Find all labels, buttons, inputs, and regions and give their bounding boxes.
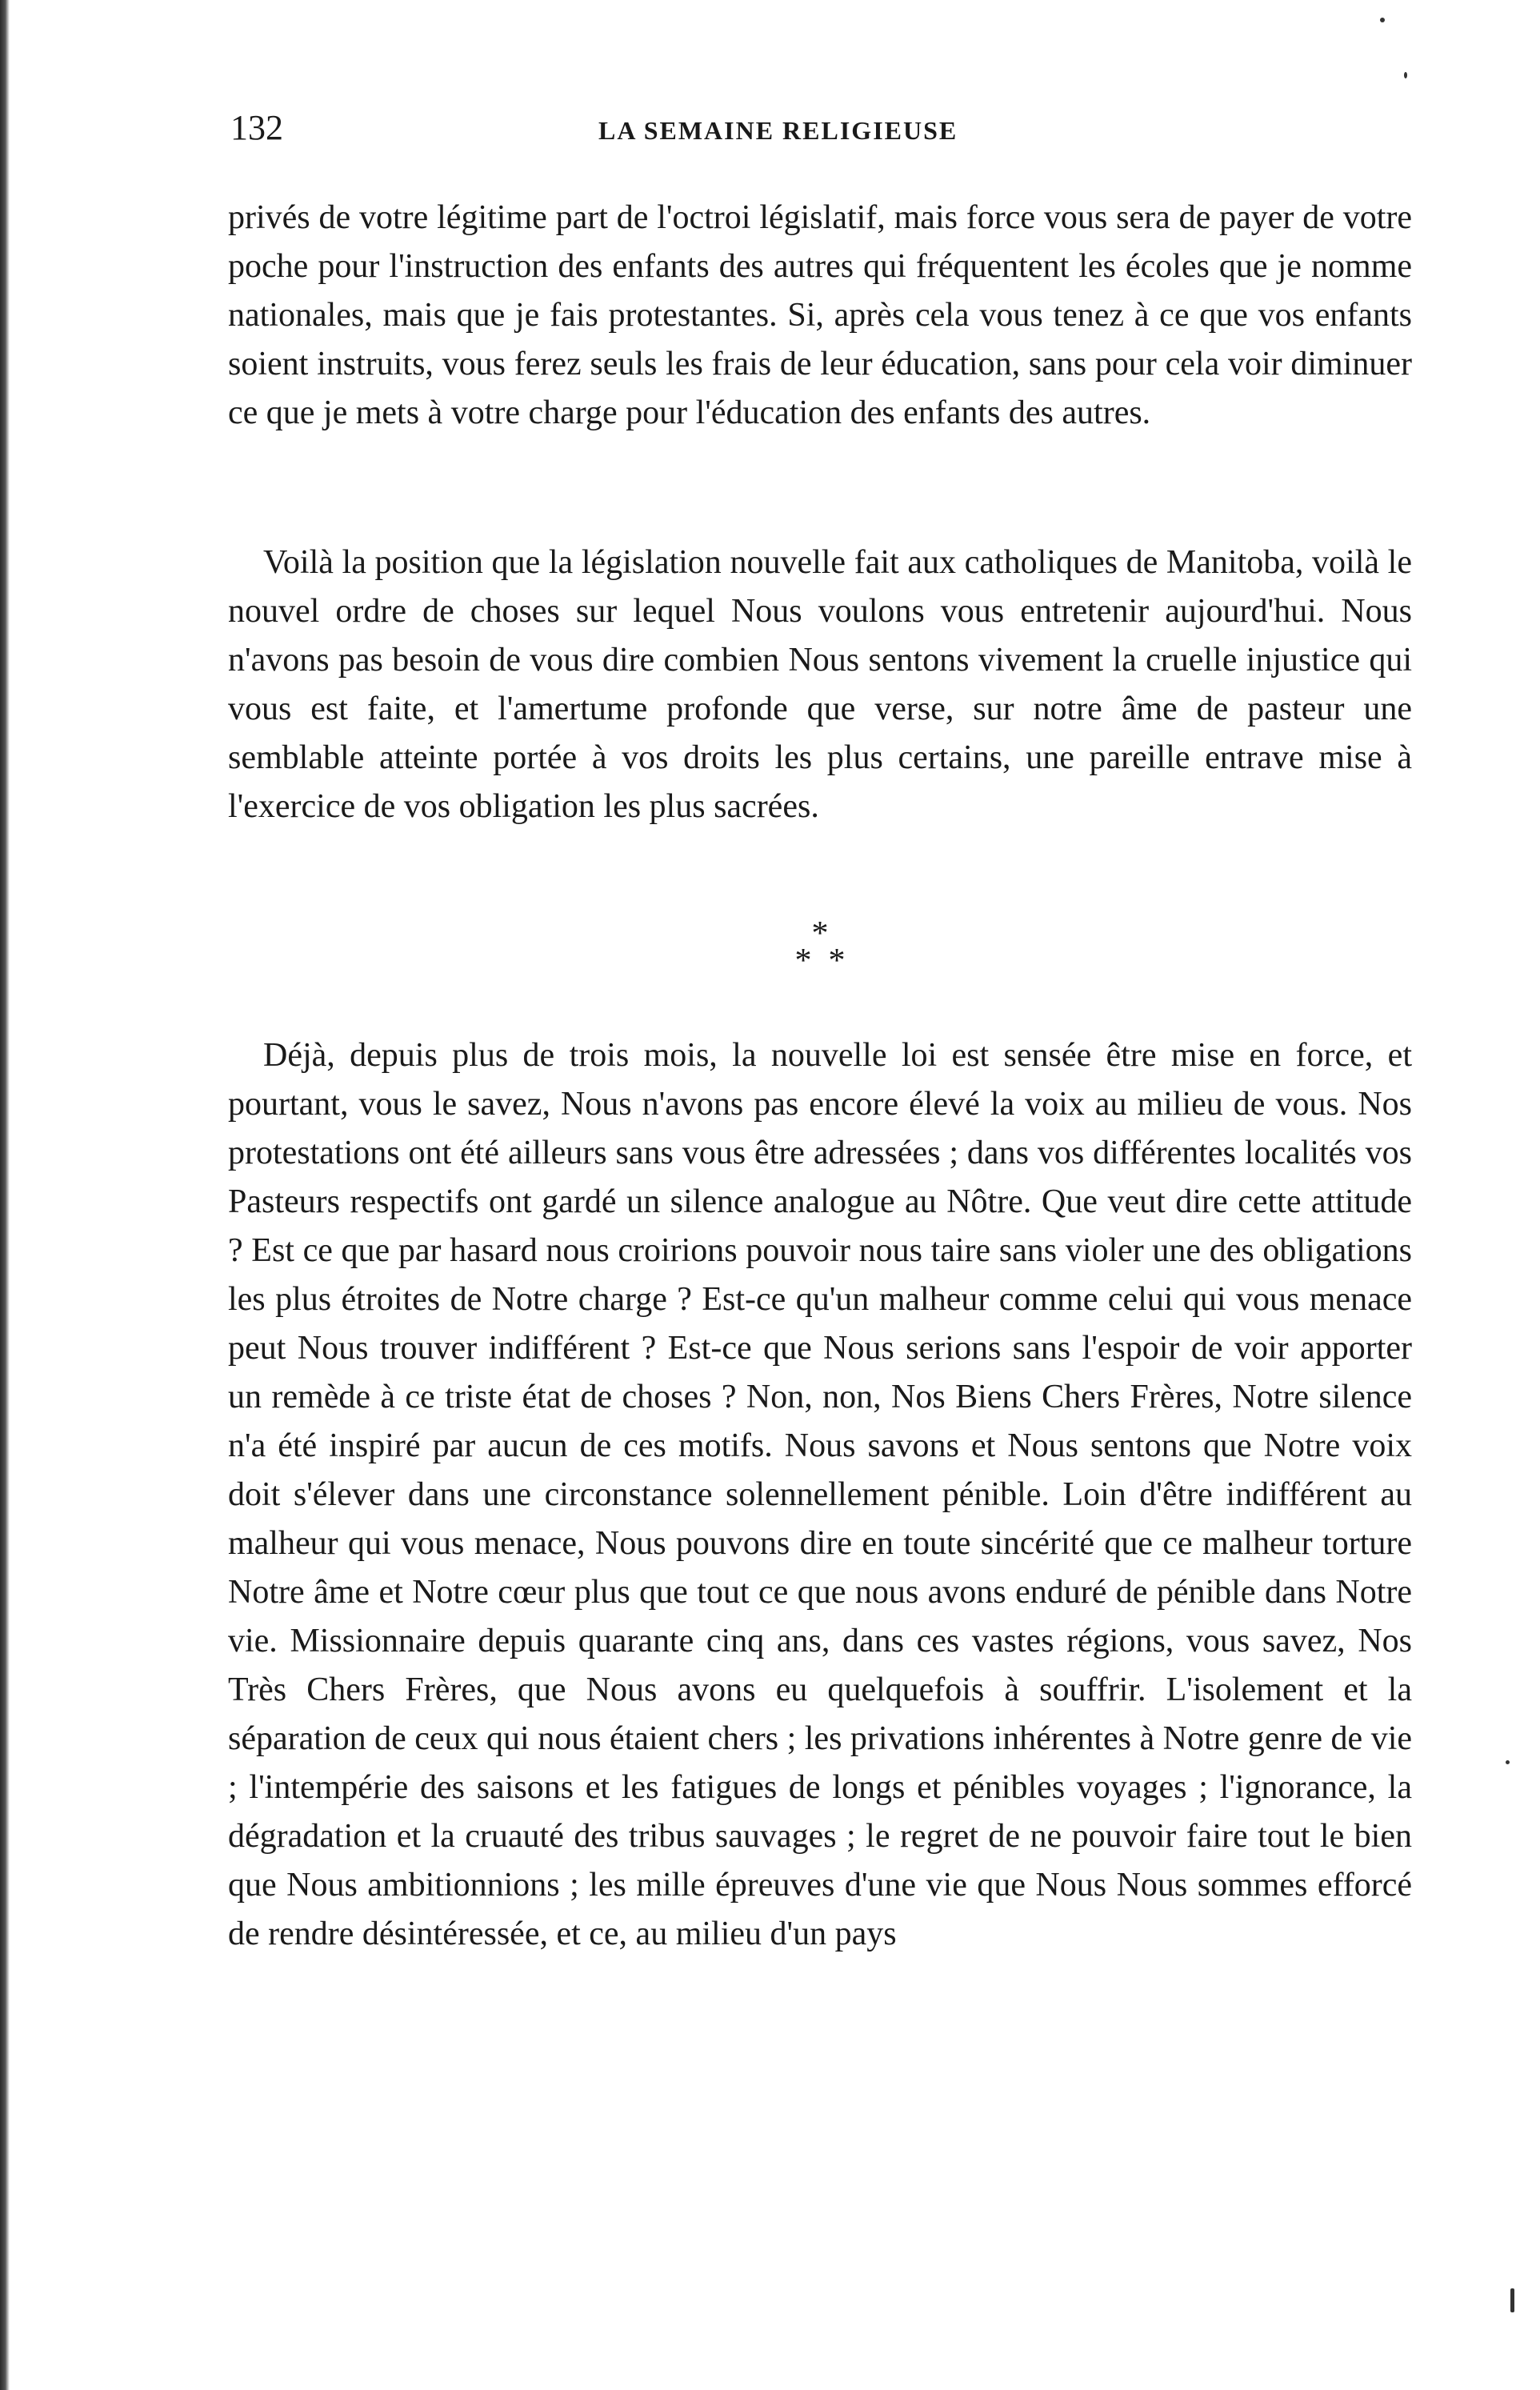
scan-speck (1380, 18, 1385, 22)
section-break (228, 883, 1412, 1031)
body-text (228, 194, 1412, 2192)
paragraph: Voilà la position que la législation nouvelle fait aux catholiques de Manitoba, voilà le nouvel ordre de choses sur lequel Nous voulons vous entretenir aujourd'hui. Nous n'avons pas besoin de vous dire combien Nous sentons vivement la cruelle injustice qui vous est faite, et l'amertume profonde que verse, sur notre âme de pasteur une semblable atteinte portée à vos droits les plus certains, une pareille entrave mise à l'exercice de vos obligation les plus sacrées. (228, 544, 1412, 825)
scan-speck (1404, 72, 1407, 78)
paragraph: Déjà, depuis plus de trois mois, la nouvelle loi est sensée être mise en force, et pourtant, vous le savez, Nous n'avons pas encore élevé la voix au milieu de vous. Nos protestations ont été ailleurs sans vous être adressées ; dans vos différentes localités vos Pasteurs respectifs ont gardé un silence analogue au Nôtre. Que veut dire cette attitude ? Est ce que par hasard nous croirions pouvoir nous taire sans violer une des obligations les plus étroites de Notre charge ? Est-ce qu'un malheur comme celui qui vous menace peut Nous trouver indifférent ? Est-ce que Nous serions sans l'espoir de voir apporter un remède à ce triste état de choses ? Non, non, Nos Biens Chers Frères, Notre silence n'a été inspiré par aucun de ces motifs. Nous savons et Nous sentons que Notre voix doit s'élever dans une circonstance solennellement pénible. Loin d'être indifférent au malheur qui vous menace, Nous pouvons dire en toute sincérité que ce malheur torture Notre âme et Notre cœur plus que tout ce que nous avons enduré de pénible dans Notre vie. Missionnaire depuis quarante cinq ans, dans ces vastes régions, vous savez, Nos Très Chers Frères, que Nous avons eu quelquefois à souffrir. L'isolement et la séparation de ceux qui nous étaient chers ; les privations inhérentes à Notre genre de vie ; l'intempérie des saisons et les fatigues de longs et pénibles voyages ; l'ignorance, la dégradation et la cruauté des tribus sauvages ; le regret de ne pouvoir faire tout le bien que Nous ambitionnions ; les mille épreuves d'une vie que Nous Nous sommes efforcé de rendre désintéressée, et ce, au milieu d'un pays (228, 1037, 1412, 1952)
page-binding-edge (0, 0, 10, 2390)
running-head: LA SEMAINE RELIGIEUSE (598, 116, 958, 145)
page-number: 132 (230, 108, 283, 147)
scan-speck (1506, 1760, 1510, 1764)
scan-speck (1510, 2288, 1514, 2312)
paragraph-continued: privés de votre légitime part de l'octroi législatif, mais force vous sera de payer de votre poche pour l'instruction des enfants des autres qui fréquentent les écoles que je nomme nationales, mais que je fais protestantes. Si, après cela vous tenez à ce que vos enfants soient instruits, vous ferez seuls les frais de leur éducation, sans pour cela voir diminuer ce que je mets à votre charge pour l'éducation des enfants des autres. (228, 199, 1412, 431)
page-header (230, 104, 1414, 168)
asterism: * * * (794, 915, 846, 979)
